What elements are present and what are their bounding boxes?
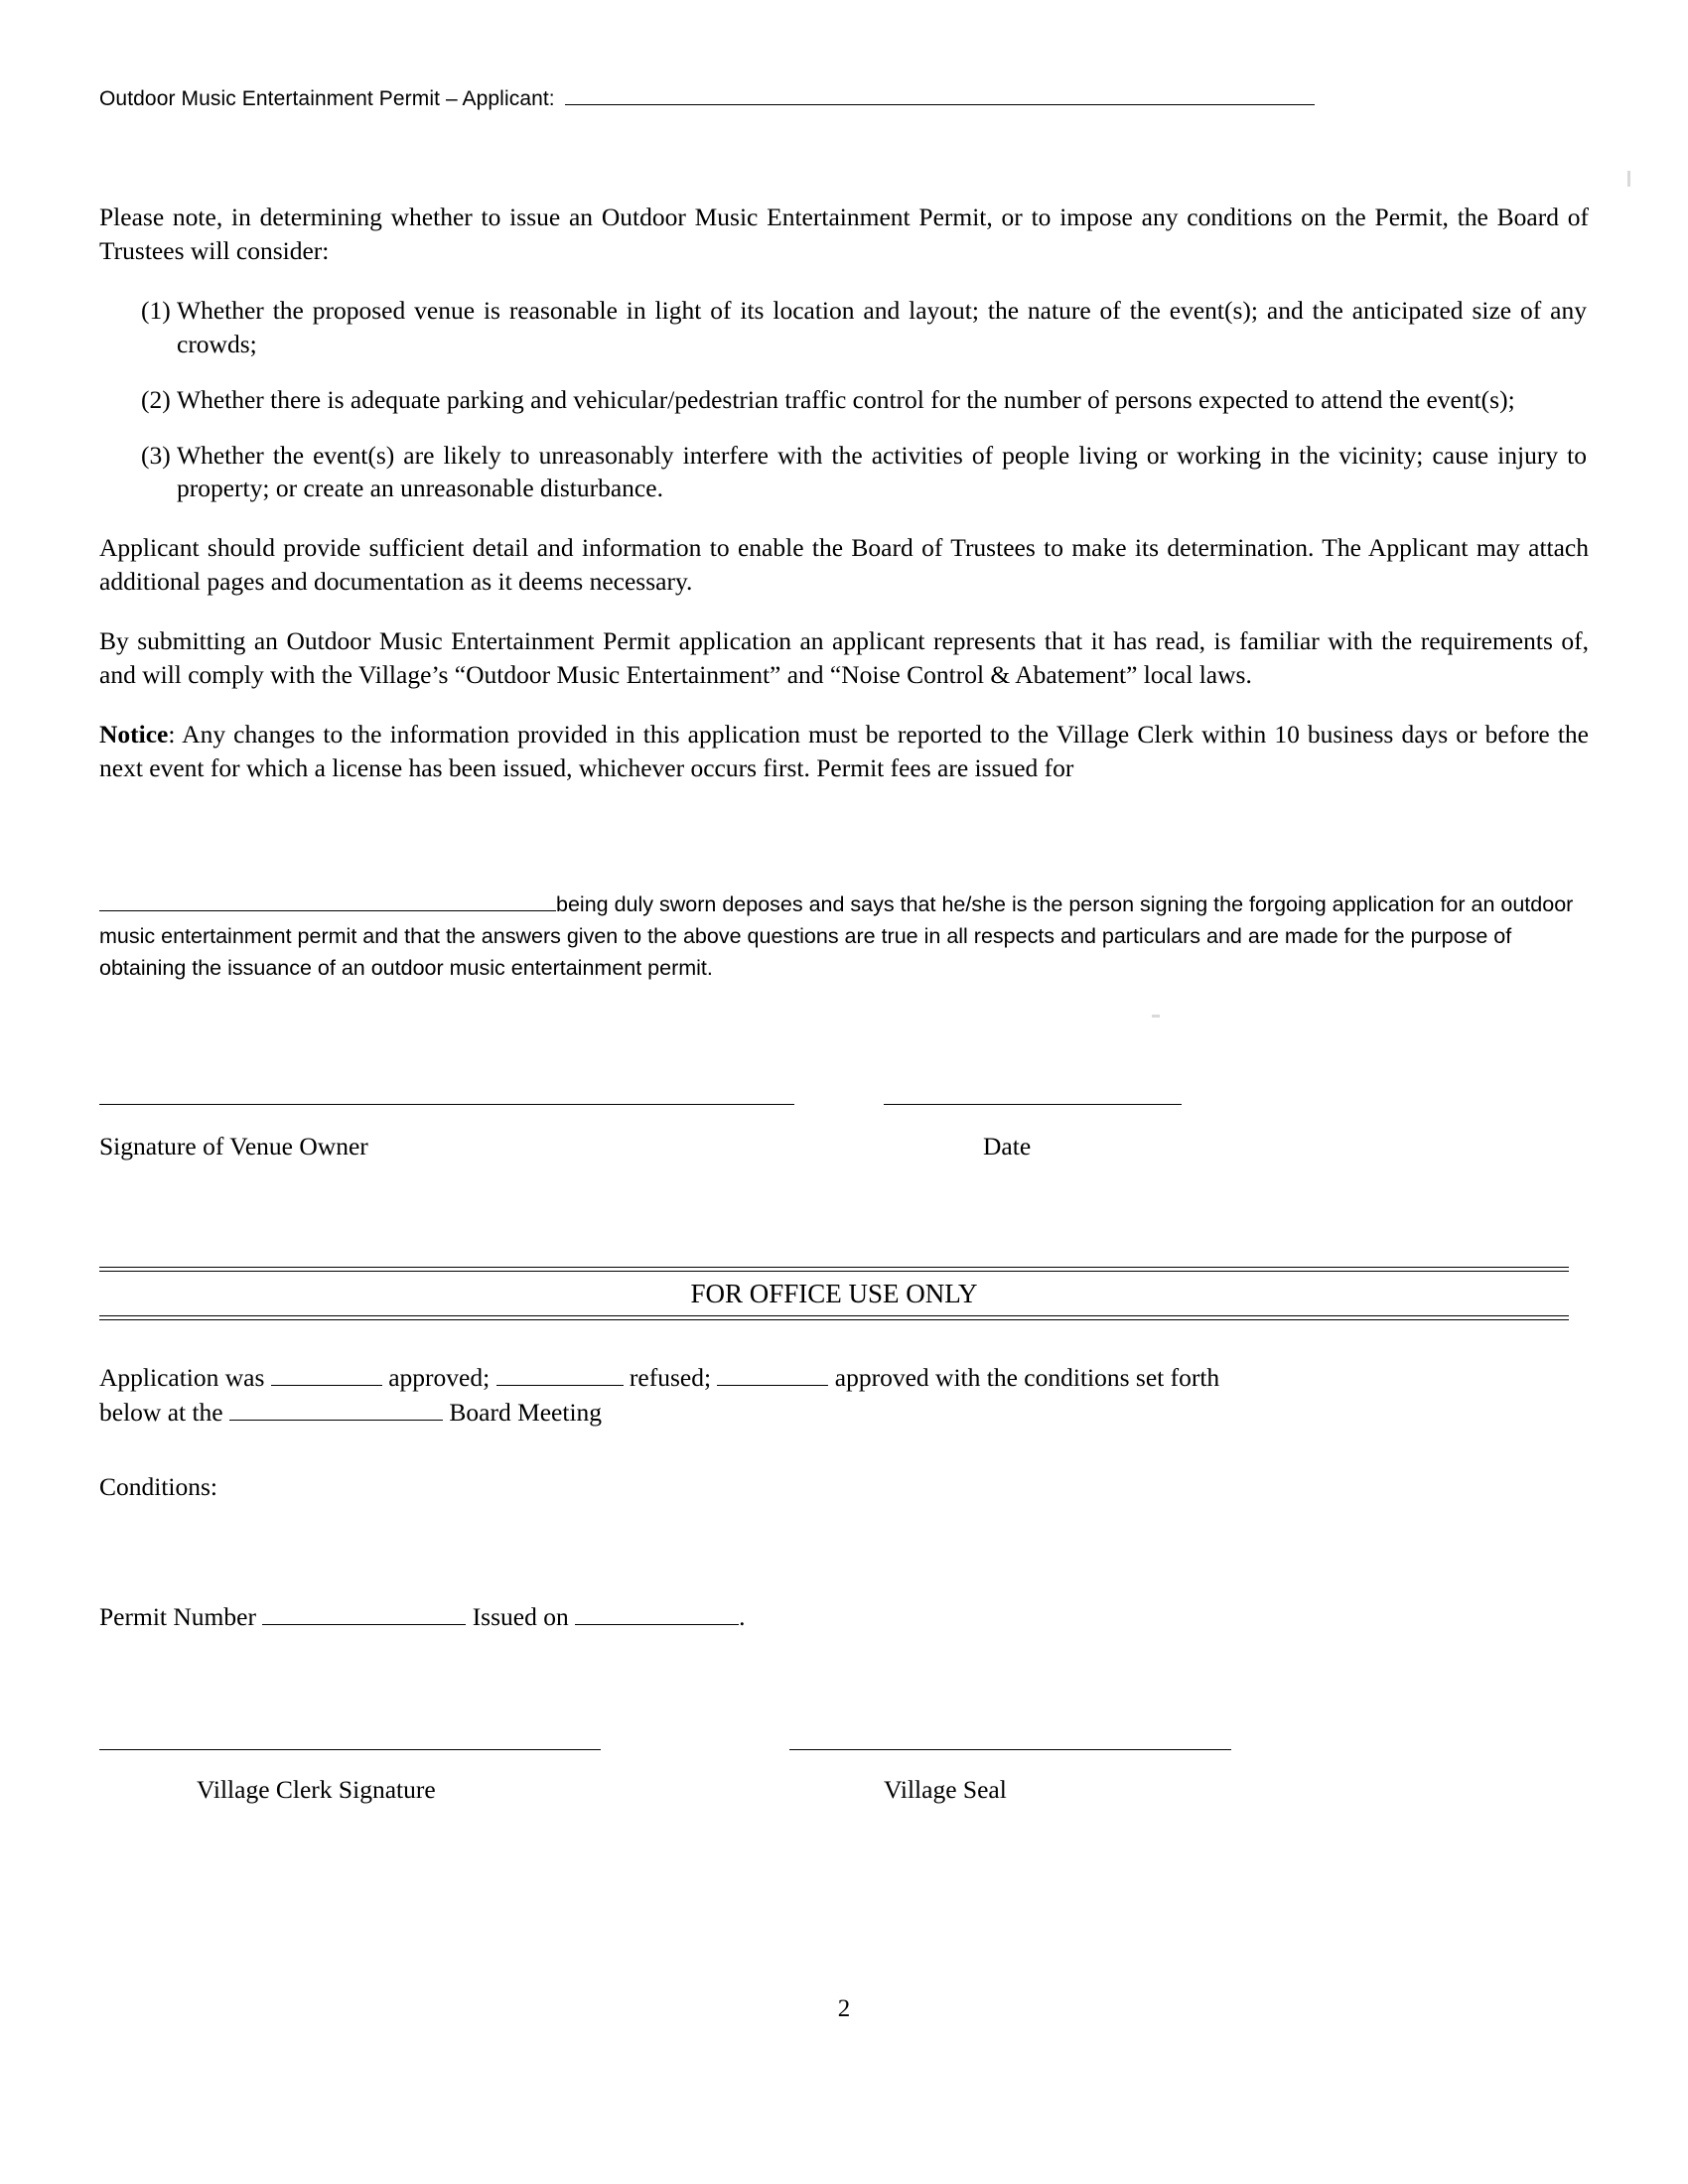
application-status-line <box>99 1360 1589 1395</box>
office-use-body <box>99 1360 1589 1635</box>
signature-date-line[interactable] <box>884 1104 1182 1105</box>
applicant-name-blank[interactable] <box>565 104 1315 105</box>
village-clerk-signature-line[interactable] <box>99 1749 601 1750</box>
submitting-paragraph: By submitting an Outdoor Music Entertainment Permit application an applicant represents that it has read, is familiar with the requirements of, and will comply with the Village’s “Outdoor Music Entertainment” and “Noise Control & Abatement” local laws. <box>99 626 1589 690</box>
office-use-title: FOR OFFICE USE ONLY <box>690 1278 978 1308</box>
issued-on-label: Issued on <box>472 1602 569 1632</box>
permit-number-line <box>99 1599 1589 1634</box>
list-marker: (1) <box>141 295 171 325</box>
venue-owner-signature-line[interactable] <box>99 1104 794 1105</box>
list-item <box>99 439 1589 506</box>
banner-rule-bottom <box>99 1315 1569 1320</box>
approved-with-conditions-blank[interactable] <box>717 1362 828 1386</box>
permit-number-label: Permit Number <box>99 1602 256 1632</box>
list-item-text: Whether there is adequate parking and vehicular/pedestrian traffic control for the number of persons expected to attend the event(s); <box>177 384 1515 414</box>
office-use-banner <box>99 1267 1589 1320</box>
sworn-statement-text: being duly sworn deposes and says that he/she is the person signing the forgoing application for an outdoor music entertainment permit and that the answers given to the above questions are true in all respects and particulars and are made for the purpose of obtaining the issuance of an outdoor music entertainment permit. <box>99 891 1574 981</box>
village-seal-label: Village Seal <box>884 1775 1007 1805</box>
notice-text: : Any changes to the information provided in this application must be reported to the Village Clerk within 10 business days or before the next event for which a license has been issued, whichever occurs first. Permit fees are issued for <box>99 719 1589 782</box>
detail-paragraph: Applicant should provide sufficient detail and information to enable the Board of Trustees to make its determination. The Applicant may attach additional pages and documentation as it deems necessary. <box>99 533 1589 597</box>
approved-with-conditions-label: approved with the conditions set forth <box>834 1362 1220 1392</box>
header-label: Outdoor Music Entertainment Permit – Applicant: <box>99 87 555 110</box>
approved-label: approved; <box>388 1362 491 1392</box>
list-marker: (3) <box>141 440 171 470</box>
conditions-label: Conditions: <box>99 1471 218 1501</box>
refused-blank[interactable] <box>496 1362 624 1386</box>
sworn-statement-block <box>99 888 1589 985</box>
list-marker: (2) <box>141 384 171 414</box>
board-meeting-date-blank[interactable] <box>229 1397 443 1421</box>
signature-date-label: Date <box>983 1131 1032 1160</box>
page-number: 2 <box>837 1995 851 2022</box>
approved-blank[interactable] <box>271 1362 382 1386</box>
scan-speck <box>1627 171 1630 187</box>
below-at-the-label: below at the <box>99 1397 223 1427</box>
list-item-text: Whether the event(s) are likely to unreasonably interfere with the activities of people living or working in the vicinity; cause injury to property; or create an unreasonable disturbance. <box>177 440 1587 503</box>
notice-label: Notice <box>99 719 169 749</box>
page-header <box>99 87 1589 111</box>
deponent-name-blank[interactable] <box>99 892 556 911</box>
considerations-list <box>99 294 1589 506</box>
venue-owner-signature-label: Signature of Venue Owner <box>99 1131 368 1160</box>
intro-paragraph: Please note, in determining whether to issue an Outdoor Music Entertainment Permit, or to impose any conditions on the Permit, the Board of Trustees will consider: <box>99 203 1589 265</box>
village-clerk-signature-label: Village Clerk Signature <box>197 1775 436 1805</box>
application-was-label: Application was <box>99 1362 265 1392</box>
page-content <box>99 87 1589 1839</box>
body-block <box>99 201 1589 785</box>
issued-on-blank[interactable] <box>575 1601 739 1625</box>
period-mark: . <box>739 1602 746 1632</box>
list-item-text: Whether the proposed venue is reasonable in light of its location and layout; the nature of the event(s); and the anticipated size of any crowds; <box>177 295 1587 358</box>
clerk-signature-area <box>99 1749 1589 1839</box>
list-item <box>99 294 1589 361</box>
notice-paragraph <box>99 718 1589 785</box>
village-seal-line[interactable] <box>789 1749 1231 1750</box>
refused-label: refused; <box>629 1362 712 1392</box>
permit-number-blank[interactable] <box>262 1601 466 1625</box>
board-meeting-label: Board Meeting <box>449 1397 603 1427</box>
list-item <box>99 383 1589 417</box>
signature-area <box>99 1104 1589 1213</box>
board-meeting-line <box>99 1395 1589 1430</box>
